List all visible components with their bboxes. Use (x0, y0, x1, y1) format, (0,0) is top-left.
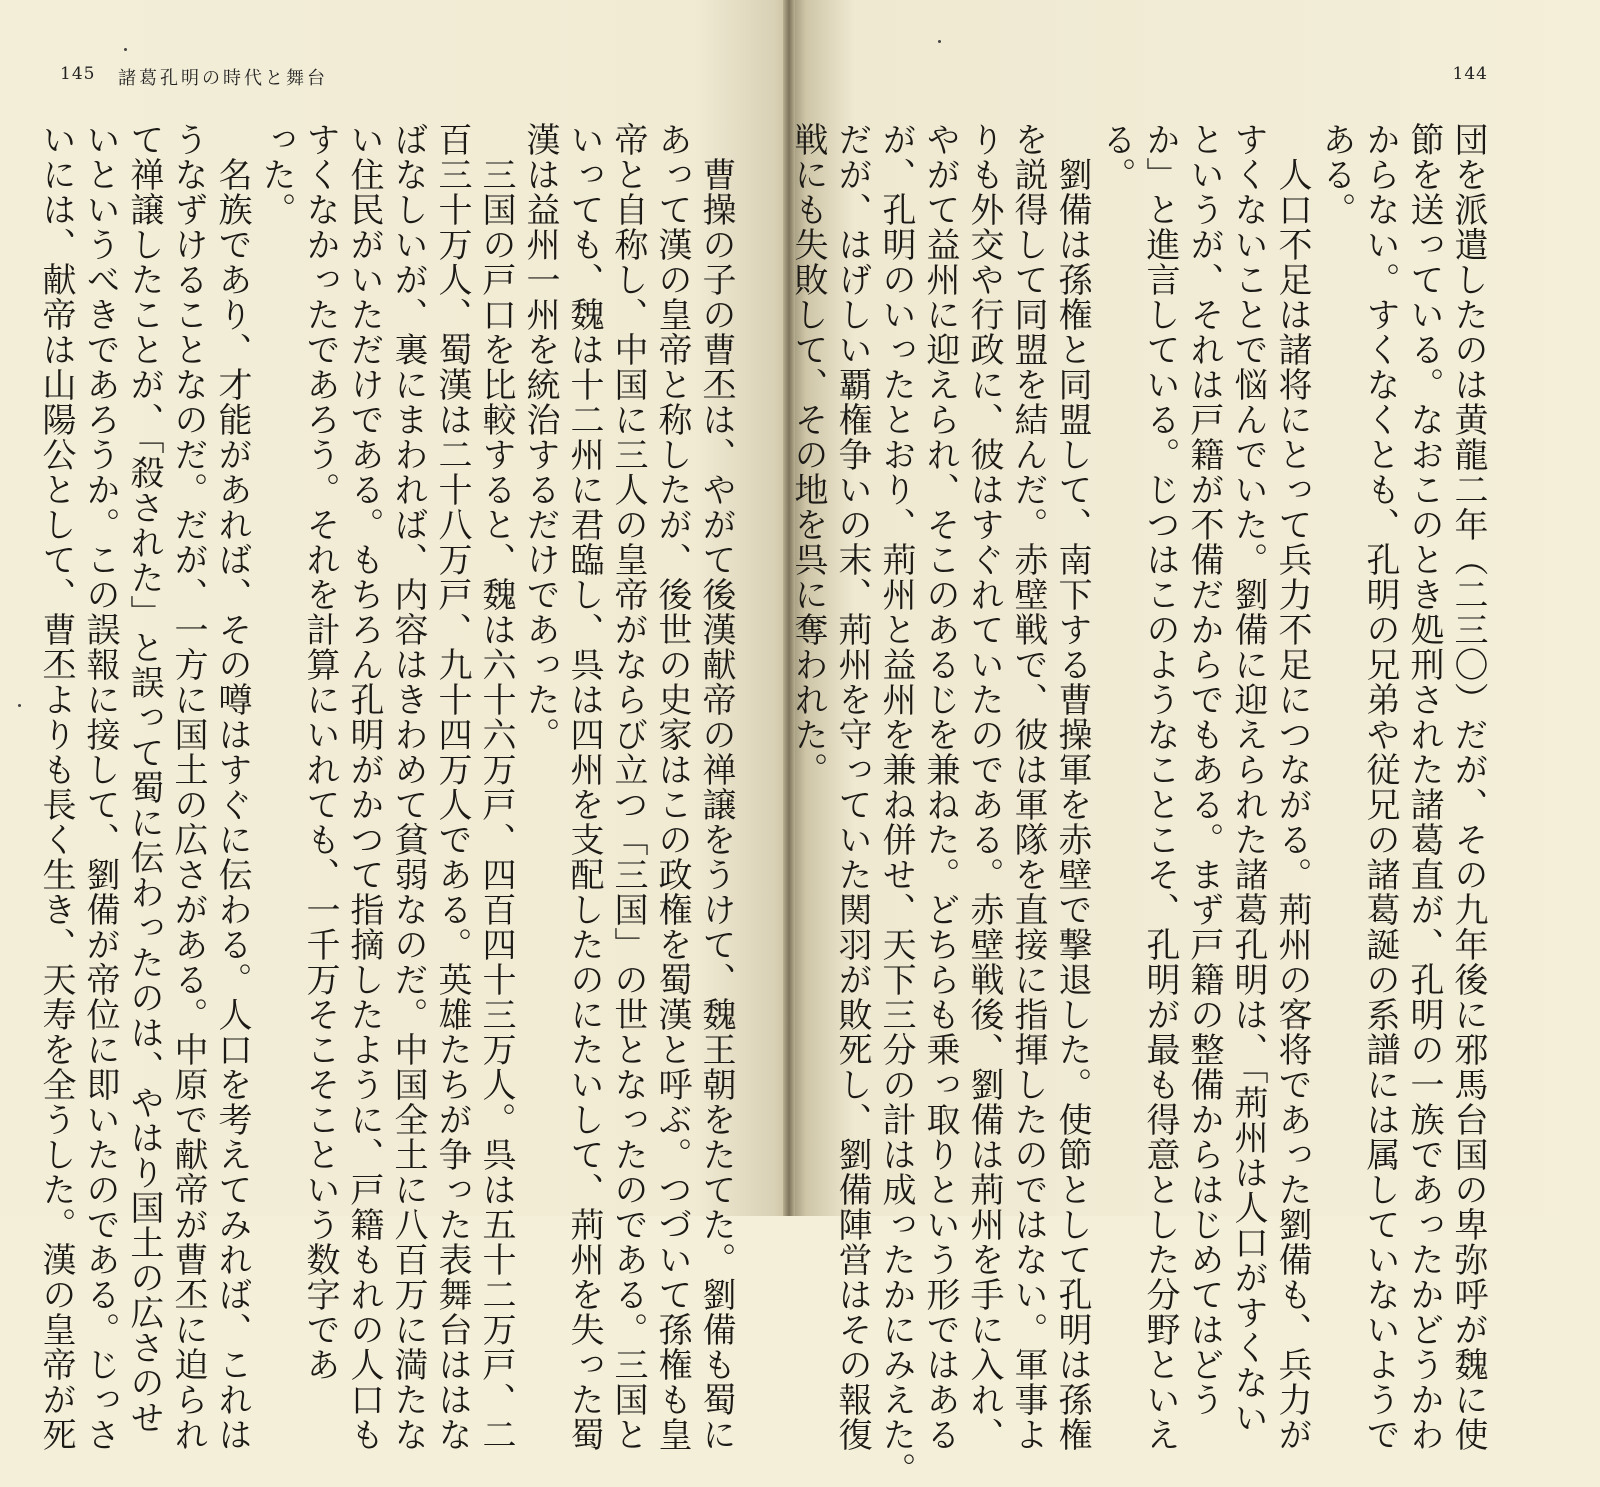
text-line: やがて益州に迎えられ、そこのあるじを兼ねた。どちらも乗っ取りという形ではある (920, 122, 960, 1452)
text-line: からない。すくなくとも、孔明の兄弟や従兄の諸葛誕の系譜には属していないようで (1360, 122, 1400, 1452)
text-line: ばなしいが、裏にまわれば、内容はきわめて貧弱なのだ。中国全土に八百万に満たな (388, 122, 428, 1452)
paper-speck (18, 704, 21, 707)
paper-speck (124, 48, 127, 51)
text-line: うなずけることなのだ。だが、一方に国土の広さがある。中原で献帝が曹丕に迫られ (168, 122, 208, 1452)
text-line: 劉備は孫権と同盟して、南下する曹操軍を赤壁で撃退した。使節として孔明は孫権 (1052, 122, 1092, 1452)
text-line: りも外交や行政に、彼はすぐれていたのである。赤壁戦後、劉備は荊州を手に入れ、 (964, 122, 1004, 1452)
text-line: すくないことで悩んでいた。劉備に迎えられた諸葛孔明は、「荊州は人口がすくない (1228, 122, 1268, 1435)
left-page-text (28, 122, 738, 1452)
text-line: 漢は益州一州を統治するだけであった。 (520, 122, 560, 752)
left-page-number: 145 (60, 64, 96, 84)
text-line: 帝と自称し、中国に三人の皇帝がならび立つ「三国」の世となったのである。三国と (608, 122, 648, 1452)
paper-speck (938, 40, 941, 43)
running-head: 諸葛孔明の時代と舞台 (118, 68, 328, 89)
text-line: った。 (256, 122, 296, 227)
text-line: いっても、魏は十二州に君臨し、呉は四州を支配したのにたいして、荊州を失った蜀 (564, 122, 604, 1452)
text-line: 曹操の子の曹丕は、やがて後漢献帝の禅譲をうけて、魏王朝をたてた。劉備も蜀に (696, 122, 736, 1452)
text-line: る。 (1096, 122, 1136, 192)
text-line: だが、はげしい覇権争いの末、荊州を守っていた関羽が敗死し、劉備陣営はその報復 (832, 122, 872, 1452)
text-line: 戦にも失敗して、その地を呉に奪われた。 (788, 122, 828, 787)
text-line: 百三十万人、蜀漢は二十八万戸、九十四万人である。英雄たちが争った表舞台ははな (432, 122, 472, 1452)
text-line: 節を送っている。なおこのとき処刑された諸葛直が、孔明の一族であったかどうかわ (1404, 122, 1444, 1452)
text-line: というが、それは戸籍が不備だからでもある。まず戸籍の整備からはじめてはどう (1184, 122, 1224, 1417)
text-line: ある。 (1316, 122, 1356, 227)
text-line: すくなかったであろう。それを計算にいれても、一千万そこそこという数字であ (300, 122, 340, 1382)
text-line: か」と進言している。じつはこのようなことこそ、孔明が最も得意とした分野といえ (1140, 122, 1180, 1452)
right-page-number: 144 (1452, 64, 1488, 84)
text-line: いというべきであろうか。この誤報に接して、劉備が帝位に即いたのである。じっさ (80, 122, 120, 1452)
text-line: 人口不足は諸将にとって兵力不足につながる。荊州の客将であった劉備も、兵力が (1272, 122, 1312, 1452)
text-line: い住民がいただけである。もちろん孔明がかつて指摘したように、戸籍もれの人口も (344, 122, 384, 1452)
text-line: 名族であり、才能があれば、その噂はすぐに伝わる。人口を考えてみれば、これは (212, 122, 252, 1452)
text-line: が、孔明のいったとおり、荊州と益州を兼ね併せ、天下三分の計は成ったかにみえた。 (876, 122, 916, 1487)
text-line: を説得して同盟を結んだ。赤壁戦で、彼は軍隊を直接に指揮したのではない。軍事よ (1008, 122, 1048, 1452)
right-page-text (788, 122, 1490, 1487)
text-line: 三国の戸口を比較すると、魏は六十六万戸、四百四十三万人。呉は五十二万戸、二 (476, 122, 516, 1452)
text-line: あって漢の皇帝と称したが、後世の史家はこの政権を蜀漢と呼ぶ。つづいて孫権も皇 (652, 122, 692, 1452)
text-line: て禅譲したことが、「殺された」と誤って蜀に伝わったのは、やはり国土の広さのせ (124, 122, 164, 1435)
text-line: 団を派遣したのは黄龍二年（二三〇）だが、その九年後に邪馬台国の卑弥呼が魏に使 (1448, 122, 1488, 1452)
text-line: いには、献帝は山陽公として、曹丕よりも長く生き、天寿を全うした。漢の皇帝が死 (36, 122, 76, 1452)
